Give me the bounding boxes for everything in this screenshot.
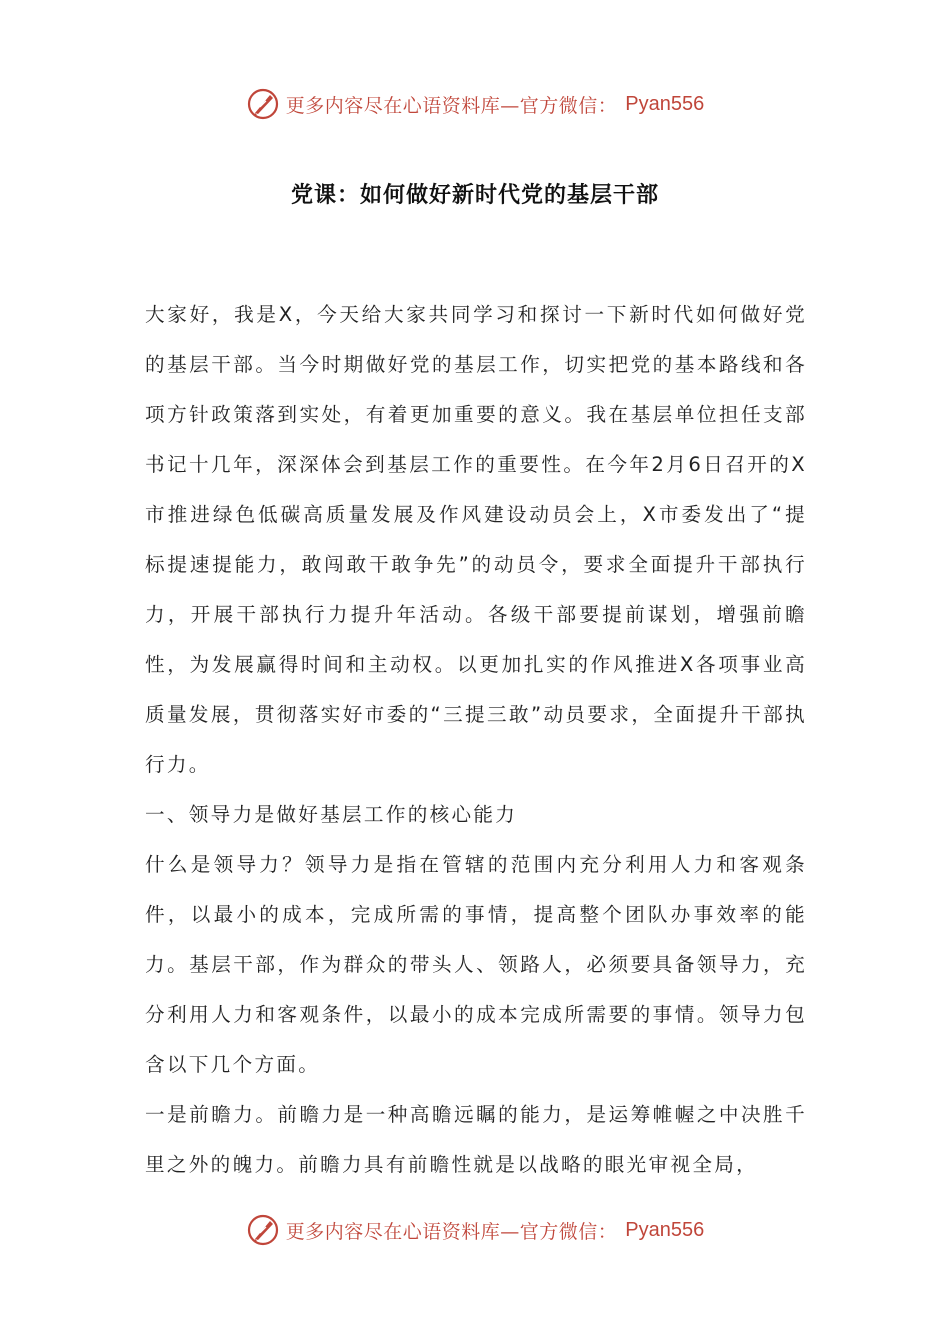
document-title: 党课：如何做好新时代党的基层干部 (290, 182, 659, 208)
quill-pen-logo-icon (246, 1213, 280, 1247)
intro-paragraph: 大家好，我是X，今天给大家共同学习和探讨一下新时代如何做好党的基层干部。当今时期做好党的基层工作，切实把党的基本路线和各项方针政策落到实处，有着更加重要的意义。我在基层单位担任支部书记十几年，深深体会到基层工作的重要性。在今年2月6日召开的X市推进绿色低碳高质量发展及作风建设动员会上，X市委发出了“提标提速提能力，敢闯敢干敢争先”的动员令，要求全面提升干部执行力，开展干部执行力提升年活动。各级干部要提前谋划，增强前瞻性，为发展赢得时间和主动权。以更加扎实的作风推进X各项事业高质量发展，贯彻落实好市委的“三提三敢”动员要求，全面提升干部执行力。 (145, 303, 807, 776)
watermark-slogan: 更多内容尽在心语资料库—官方微信： (285, 1220, 618, 1243)
watermark-handle: Pyan556 (625, 1218, 705, 1241)
section-heading: 一、领导力是做好基层工作的核心能力 (145, 803, 518, 826)
watermark-slogan: 更多内容尽在心语资料库—官方微信： (285, 94, 618, 117)
header-watermark (0, 84, 950, 124)
body-paragraph: 一是前瞻力。前瞻力是一种高瞻远瞩的能力，是运筹帷幄之中决胜千里之外的魄力。前瞻力具有前瞻性就是以战略的眼光审视全局， (145, 1103, 807, 1176)
footer-watermark (0, 1210, 950, 1250)
watermark-handle: Pyan556 (625, 92, 705, 115)
quill-pen-logo-icon (246, 87, 280, 121)
body-paragraph: 什么是领导力？领导力是指在管辖的范围内充分利用人力和客观条件，以最小的成本，完成所需的事情，提高整个团队办事效率的能力。基层干部，作为群众的带头人、领路人，必须要具备领导力，充分利用人力和客观条件，以最小的成本完成所需要的事情。领导力包含以下几个方面。 (145, 853, 807, 1076)
document-body (145, 290, 807, 1190)
